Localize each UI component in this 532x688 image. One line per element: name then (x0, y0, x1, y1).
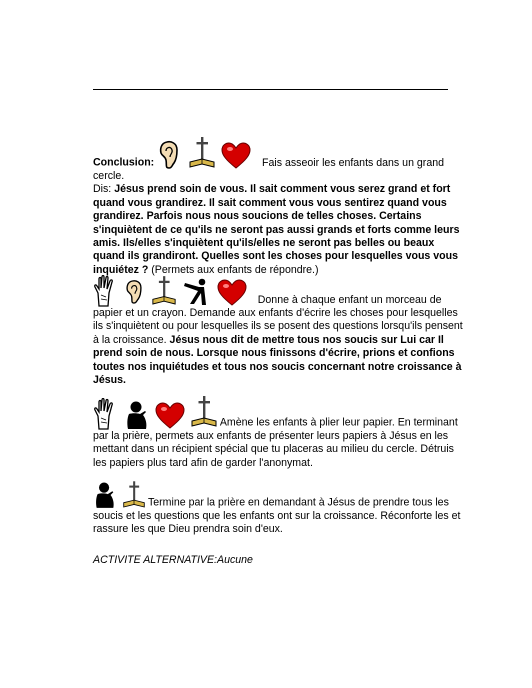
prayer-writing-section (93, 275, 465, 387)
s2-icons (93, 275, 249, 307)
praying-child-icon (124, 400, 150, 430)
conclusion-section (93, 136, 465, 277)
heart-icon (155, 402, 185, 430)
s1-icons (157, 136, 253, 170)
ear-icon (157, 140, 183, 170)
horizontal-rule (93, 89, 448, 90)
s2-bold-text: Jésus nous dit de mettre tous nos soucis sur Lui car Il prend soin de nous. Lorsque nous finissons d'écrire, prions et confions toutes nos inquiétudes et tous nos soucis concernant notre croissance à Jésus. (93, 333, 462, 387)
s2-text: Donne à chaque enfant un morceau de papier et un crayon. Demande aux enfants d'écrire les choses pour lesquelles ils s'inquiètent ou pour lesquelles ils se posent des questions lorsqu'ils pensent à la croissance. (93, 293, 463, 346)
praying-child-icon (93, 480, 117, 510)
s4-text: Termine par la prière en demandant à Jésus de prendre tous les soucis et les questions que les enfants ont sur la croissance. Réconforte les et rassure les que Dieu prendra soin d'eux. (93, 496, 461, 536)
s1-instruction: Fais asseoir les enfants dans un grand cercle. (93, 156, 444, 182)
bible-cross-icon (151, 275, 177, 307)
closing-prayer-section (93, 480, 465, 537)
bible-cross-icon (190, 394, 218, 430)
ear-icon (124, 277, 146, 307)
stretching-person-icon (182, 277, 212, 307)
offering-section (93, 394, 465, 470)
s3-icons (93, 394, 220, 430)
bible-cross-icon (188, 136, 216, 170)
s1-bold-text: Jésus prend soin de vous. Il sait comment vous serez grand et fort quand vous grandirez. Il sait comment vous vous sentirez quand vous grandirez. Parfois nous nous soucions de telles choses. Certains s'inquiètent de ce qu'ils ne seront pas aussi grands et forts comme leurs amis. Ils/elles s'inquiètent qu'ils/elles ne seront pas belles ou beaux quand ils grandiront. Quelles sont les choses pour lesquelles vous vous inquiétez ? (93, 183, 460, 276)
heart-icon (217, 279, 247, 307)
s4-icons (93, 480, 148, 510)
conclusion-label: Conclusion: (93, 156, 155, 169)
s1-tail: (Permets aux enfants de répondre.) (148, 263, 319, 276)
s1-dis: Dis: (93, 183, 115, 196)
bible-cross-icon (122, 480, 146, 510)
heart-icon (221, 142, 251, 170)
alternative-activity: ACTIVITE ALTERNATIVE:Aucune (93, 554, 253, 566)
s3-text: Amène les enfants à plier leur papier. En terminant par la prière, permets aux enfants de présenter leurs papiers à Jésus en les mettant dans un récipient spécial que tu placeras au milieu du cercle. Détruis les papiers plus tard afin de garder l'anonymat. (93, 416, 458, 469)
hand-icon (93, 398, 119, 430)
hand-icon (93, 275, 119, 307)
